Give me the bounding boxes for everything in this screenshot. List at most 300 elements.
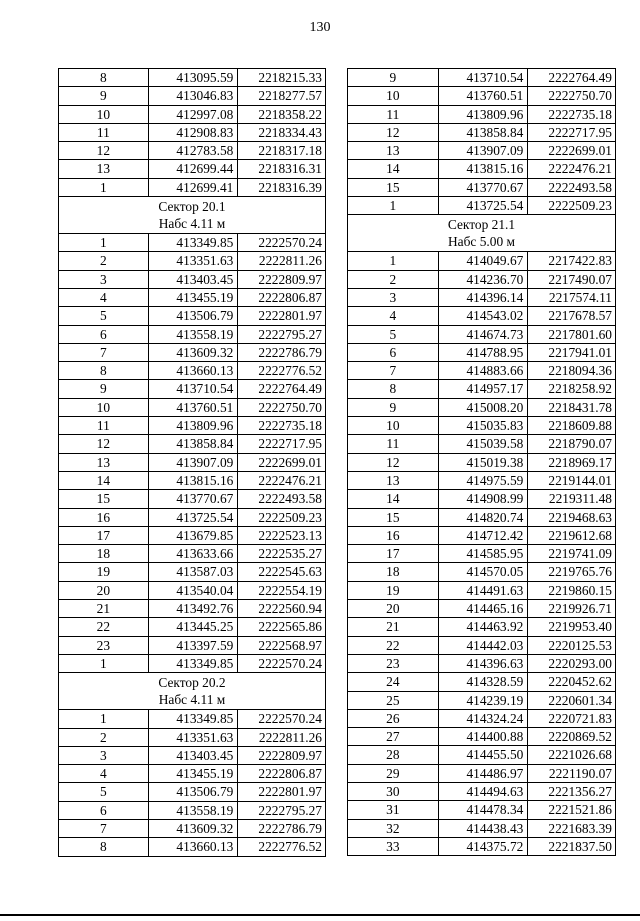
table-row	[348, 471, 616, 489]
point-number: 16	[348, 526, 439, 544]
x-coordinate: 413815.16	[438, 160, 528, 178]
y-coordinate: 2222476.21	[528, 160, 616, 178]
y-coordinate: 2218790.07	[528, 435, 616, 453]
table-row	[348, 142, 616, 160]
x-coordinate: 413679.85	[148, 526, 238, 544]
point-number: 4	[59, 288, 149, 306]
x-coordinate: 413770.67	[148, 490, 238, 508]
x-coordinate: 413710.54	[148, 380, 238, 398]
point-number: 2	[348, 270, 439, 288]
point-number: 4	[348, 307, 439, 325]
coordinates-table-right-body	[348, 69, 616, 856]
y-coordinate: 2222776.52	[238, 838, 326, 856]
y-coordinate: 2219926.71	[528, 600, 616, 618]
y-coordinate: 2222570.24	[238, 710, 326, 728]
table-row	[59, 234, 326, 252]
table-row	[348, 307, 616, 325]
table-row	[59, 581, 326, 599]
table-row	[348, 819, 616, 837]
point-number: 15	[348, 178, 439, 196]
point-number: 18	[59, 545, 149, 563]
y-coordinate: 2222717.95	[238, 435, 326, 453]
point-number: 24	[348, 673, 439, 691]
y-coordinate: 2220293.00	[528, 654, 616, 672]
x-coordinate: 413809.96	[438, 105, 528, 123]
table-row	[348, 636, 616, 654]
y-coordinate: 2222493.58	[528, 178, 616, 196]
y-coordinate: 2218258.92	[528, 380, 616, 398]
y-coordinate: 2222568.97	[238, 636, 326, 654]
table-row	[348, 178, 616, 196]
table-row	[59, 178, 326, 196]
table-row	[348, 69, 616, 87]
x-coordinate: 412997.08	[148, 105, 238, 123]
y-coordinate: 2222570.24	[238, 234, 326, 252]
point-number: 11	[348, 105, 439, 123]
x-coordinate: 414236.70	[438, 270, 528, 288]
y-coordinate: 2219144.01	[528, 471, 616, 489]
point-number: 26	[348, 709, 439, 727]
point-number: 5	[59, 307, 149, 325]
point-number: 11	[59, 417, 149, 435]
x-coordinate: 413760.51	[438, 87, 528, 105]
sector-elevation: Набс 4.11 м	[158, 692, 226, 708]
x-coordinate: 413403.45	[148, 746, 238, 764]
y-coordinate: 2222786.79	[238, 819, 326, 837]
y-coordinate: 2222509.23	[528, 197, 616, 215]
point-number: 8	[59, 362, 149, 380]
y-coordinate: 2222493.58	[238, 490, 326, 508]
x-coordinate: 414396.63	[438, 654, 528, 672]
x-coordinate: 413046.83	[148, 87, 238, 105]
point-number: 8	[59, 69, 149, 87]
y-coordinate: 2218334.43	[238, 123, 326, 141]
x-coordinate: 414324.24	[438, 709, 528, 727]
table-row	[59, 343, 326, 361]
table-row	[348, 801, 616, 819]
point-number: 6	[59, 325, 149, 343]
x-coordinate: 413351.63	[148, 252, 238, 270]
point-number: 10	[348, 417, 439, 435]
point-number: 19	[59, 563, 149, 581]
x-coordinate: 414570.05	[438, 563, 528, 581]
y-coordinate: 2218316.39	[238, 178, 326, 196]
y-coordinate: 2222735.18	[528, 105, 616, 123]
x-coordinate: 413858.84	[438, 123, 528, 141]
x-coordinate: 414957.17	[438, 380, 528, 398]
table-row	[59, 471, 326, 489]
point-number: 12	[348, 123, 439, 141]
point-number: 7	[59, 343, 149, 361]
x-coordinate: 415039.58	[438, 435, 528, 453]
table-row	[348, 709, 616, 727]
y-coordinate: 2222809.97	[238, 270, 326, 288]
x-coordinate: 413445.25	[148, 618, 238, 636]
table-row	[348, 197, 616, 215]
point-number: 5	[59, 783, 149, 801]
point-number: 12	[348, 453, 439, 471]
table-row	[348, 691, 616, 709]
sector-elevation: Набс 4.11 м	[158, 216, 226, 232]
table-row	[59, 307, 326, 325]
y-coordinate: 2218431.78	[528, 398, 616, 416]
table-row	[59, 87, 326, 105]
bottom-scan-border	[0, 914, 640, 916]
coordinates-table-left	[58, 68, 326, 857]
x-coordinate: 413609.32	[148, 819, 238, 837]
y-coordinate: 2222699.01	[238, 453, 326, 471]
point-number: 32	[348, 819, 439, 837]
point-number: 28	[348, 746, 439, 764]
x-coordinate: 413349.85	[148, 654, 238, 672]
x-coordinate: 413633.66	[148, 545, 238, 563]
table-row	[348, 490, 616, 508]
table-row	[59, 380, 326, 398]
point-number: 20	[348, 600, 439, 618]
table-row	[348, 252, 616, 270]
table-row	[59, 490, 326, 508]
table-row	[348, 288, 616, 306]
table-row	[59, 398, 326, 416]
sector-header-row	[59, 197, 326, 234]
sector-header	[348, 215, 616, 252]
x-coordinate: 413349.85	[148, 234, 238, 252]
point-number: 3	[59, 746, 149, 764]
x-coordinate: 414486.97	[438, 764, 528, 782]
point-number: 15	[348, 508, 439, 526]
table-row	[59, 453, 326, 471]
x-coordinate: 413397.59	[148, 636, 238, 654]
point-number: 33	[348, 837, 439, 855]
x-coordinate: 413506.79	[148, 783, 238, 801]
table-row	[348, 362, 616, 380]
x-coordinate: 414788.95	[438, 343, 528, 361]
point-number: 5	[348, 325, 439, 343]
y-coordinate: 2222750.70	[238, 398, 326, 416]
coordinates-table-right	[347, 68, 616, 856]
point-number: 23	[59, 636, 149, 654]
y-coordinate: 2222545.63	[238, 563, 326, 581]
y-coordinate: 2219311.48	[528, 490, 616, 508]
point-number: 1	[348, 197, 439, 215]
point-number: 21	[59, 600, 149, 618]
table-row	[348, 160, 616, 178]
y-coordinate: 2217574.11	[528, 288, 616, 306]
x-coordinate: 413455.19	[148, 288, 238, 306]
point-number: 12	[59, 142, 149, 160]
point-number: 11	[59, 123, 149, 141]
table-row	[348, 764, 616, 782]
table-row	[59, 123, 326, 141]
x-coordinate: 414712.42	[438, 526, 528, 544]
y-coordinate: 2218277.57	[238, 87, 326, 105]
y-coordinate: 2222570.24	[238, 654, 326, 672]
x-coordinate: 413660.13	[148, 838, 238, 856]
point-number: 13	[348, 142, 439, 160]
x-coordinate: 413455.19	[148, 765, 238, 783]
x-coordinate: 414400.88	[438, 728, 528, 746]
point-number: 10	[59, 398, 149, 416]
table-row	[348, 435, 616, 453]
y-coordinate: 2220452.62	[528, 673, 616, 691]
table-row	[59, 288, 326, 306]
y-coordinate: 2219612.68	[528, 526, 616, 544]
y-coordinate: 2222717.95	[528, 123, 616, 141]
point-number: 13	[59, 160, 149, 178]
y-coordinate: 2221683.39	[528, 819, 616, 837]
point-number: 14	[348, 490, 439, 508]
point-number: 12	[59, 435, 149, 453]
x-coordinate: 413760.51	[148, 398, 238, 416]
y-coordinate: 2221837.50	[528, 837, 616, 855]
y-coordinate: 2222764.49	[238, 380, 326, 398]
point-number: 14	[59, 471, 149, 489]
table-row	[59, 654, 326, 672]
table-row	[348, 325, 616, 343]
y-coordinate: 2222795.27	[238, 325, 326, 343]
table-row	[59, 636, 326, 654]
y-coordinate: 2222811.26	[238, 252, 326, 270]
y-coordinate: 2221521.86	[528, 801, 616, 819]
point-number: 7	[348, 362, 439, 380]
y-coordinate: 2219953.40	[528, 618, 616, 636]
x-coordinate: 413858.84	[148, 435, 238, 453]
table-row	[59, 838, 326, 856]
x-coordinate: 414674.73	[438, 325, 528, 343]
point-number: 25	[348, 691, 439, 709]
point-number: 23	[348, 654, 439, 672]
point-number: 27	[348, 728, 439, 746]
y-coordinate: 2222806.87	[238, 288, 326, 306]
y-coordinate: 2222809.97	[238, 746, 326, 764]
y-coordinate: 2222750.70	[528, 87, 616, 105]
point-number: 1	[348, 252, 439, 270]
y-coordinate: 2222801.97	[238, 783, 326, 801]
table-row	[59, 819, 326, 837]
table-row	[348, 123, 616, 141]
point-number: 9	[348, 69, 439, 87]
table-row	[348, 453, 616, 471]
x-coordinate: 413558.19	[148, 325, 238, 343]
x-coordinate: 414442.03	[438, 636, 528, 654]
x-coordinate: 414494.63	[438, 782, 528, 800]
point-number: 22	[348, 636, 439, 654]
y-coordinate: 2217678.57	[528, 307, 616, 325]
point-number: 29	[348, 764, 439, 782]
x-coordinate: 413558.19	[148, 801, 238, 819]
point-number: 7	[59, 819, 149, 837]
y-coordinate: 2218317.18	[238, 142, 326, 160]
x-coordinate: 413809.96	[148, 417, 238, 435]
x-coordinate: 413492.76	[148, 600, 238, 618]
y-coordinate: 2219741.09	[528, 545, 616, 563]
y-coordinate: 2222554.19	[238, 581, 326, 599]
y-coordinate: 2222699.01	[528, 142, 616, 160]
y-coordinate: 2222786.79	[238, 343, 326, 361]
table-row	[59, 801, 326, 819]
x-coordinate: 413907.09	[438, 142, 528, 160]
y-coordinate: 2217490.07	[528, 270, 616, 288]
point-number: 9	[348, 398, 439, 416]
table-row	[348, 654, 616, 672]
x-coordinate: 414375.72	[438, 837, 528, 855]
table-row	[348, 746, 616, 764]
point-number: 20	[59, 581, 149, 599]
table-row	[59, 417, 326, 435]
y-coordinate: 2217422.83	[528, 252, 616, 270]
table-row	[348, 600, 616, 618]
x-coordinate: 413725.54	[438, 197, 528, 215]
x-coordinate: 414239.19	[438, 691, 528, 709]
x-coordinate: 413770.67	[438, 178, 528, 196]
y-coordinate: 2221190.07	[528, 764, 616, 782]
table-row	[348, 581, 616, 599]
x-coordinate: 414463.92	[438, 618, 528, 636]
y-coordinate: 2219860.15	[528, 581, 616, 599]
table-row	[59, 765, 326, 783]
x-coordinate: 413349.85	[148, 710, 238, 728]
table-row	[59, 508, 326, 526]
x-coordinate: 412908.83	[148, 123, 238, 141]
point-number: 13	[348, 471, 439, 489]
x-coordinate: 413403.45	[148, 270, 238, 288]
x-coordinate: 413609.32	[148, 343, 238, 361]
sector-header	[59, 673, 326, 710]
y-coordinate: 2220721.83	[528, 709, 616, 727]
x-coordinate: 414908.99	[438, 490, 528, 508]
table-row	[348, 87, 616, 105]
table-row	[348, 380, 616, 398]
x-coordinate: 414396.14	[438, 288, 528, 306]
y-coordinate: 2222776.52	[238, 362, 326, 380]
y-coordinate: 2222811.26	[238, 728, 326, 746]
y-coordinate: 2218609.88	[528, 417, 616, 435]
y-coordinate: 2217801.60	[528, 325, 616, 343]
sector-title: Сектор 20.1	[158, 199, 226, 215]
sector-header-row	[59, 673, 326, 710]
x-coordinate: 414478.34	[438, 801, 528, 819]
x-coordinate: 413660.13	[148, 362, 238, 380]
table-row	[348, 563, 616, 581]
y-coordinate: 2218215.33	[238, 69, 326, 87]
y-coordinate: 2222735.18	[238, 417, 326, 435]
table-row	[59, 160, 326, 178]
y-coordinate: 2218316.31	[238, 160, 326, 178]
y-coordinate: 2222509.23	[238, 508, 326, 526]
table-row	[348, 837, 616, 855]
point-number: 15	[59, 490, 149, 508]
coordinates-table-left-body	[59, 69, 326, 857]
point-number: 30	[348, 782, 439, 800]
x-coordinate: 413710.54	[438, 69, 528, 87]
x-coordinate: 412783.58	[148, 142, 238, 160]
table-row	[348, 417, 616, 435]
x-coordinate: 413095.59	[148, 69, 238, 87]
point-number: 4	[59, 765, 149, 783]
point-number: 6	[348, 343, 439, 361]
y-coordinate: 2222764.49	[528, 69, 616, 87]
y-coordinate: 2218969.17	[528, 453, 616, 471]
point-number: 31	[348, 801, 439, 819]
table-row	[348, 526, 616, 544]
point-number: 1	[59, 234, 149, 252]
x-coordinate: 413351.63	[148, 728, 238, 746]
y-coordinate: 2218358.22	[238, 105, 326, 123]
table-row	[59, 728, 326, 746]
table-row	[59, 710, 326, 728]
point-number: 10	[59, 105, 149, 123]
point-number: 11	[348, 435, 439, 453]
point-number: 2	[59, 728, 149, 746]
point-number: 16	[59, 508, 149, 526]
x-coordinate: 412699.41	[148, 178, 238, 196]
table-row	[59, 526, 326, 544]
table-row	[59, 362, 326, 380]
y-coordinate: 2222801.97	[238, 307, 326, 325]
point-number: 13	[59, 453, 149, 471]
point-number: 3	[59, 270, 149, 288]
x-coordinate: 414820.74	[438, 508, 528, 526]
table-row	[348, 618, 616, 636]
table-row	[348, 782, 616, 800]
page-number: 130	[309, 20, 331, 35]
point-number: 8	[348, 380, 439, 398]
y-coordinate: 2220601.34	[528, 691, 616, 709]
point-number: 9	[59, 87, 149, 105]
y-coordinate: 2222560.94	[238, 600, 326, 618]
point-number: 3	[348, 288, 439, 306]
sector-header-row	[348, 215, 616, 252]
x-coordinate: 414491.63	[438, 581, 528, 599]
point-number: 14	[348, 160, 439, 178]
table-row	[59, 325, 326, 343]
y-coordinate: 2222535.27	[238, 545, 326, 563]
table-row	[59, 142, 326, 160]
point-number: 1	[59, 178, 149, 196]
point-number: 19	[348, 581, 439, 599]
y-coordinate: 2222806.87	[238, 765, 326, 783]
table-row	[348, 105, 616, 123]
y-coordinate: 2220125.53	[528, 636, 616, 654]
x-coordinate: 413506.79	[148, 307, 238, 325]
x-coordinate: 414543.02	[438, 307, 528, 325]
x-coordinate: 413725.54	[148, 508, 238, 526]
point-number: 17	[348, 545, 439, 563]
y-coordinate: 2221356.27	[528, 782, 616, 800]
y-coordinate: 2218094.36	[528, 362, 616, 380]
table-row	[59, 600, 326, 618]
x-coordinate: 415019.38	[438, 453, 528, 471]
point-number: 22	[59, 618, 149, 636]
x-coordinate: 412699.44	[148, 160, 238, 178]
x-coordinate: 414438.43	[438, 819, 528, 837]
y-coordinate: 2219468.63	[528, 508, 616, 526]
table-row	[59, 69, 326, 87]
point-number: 2	[59, 252, 149, 270]
x-coordinate: 414465.16	[438, 600, 528, 618]
table-row	[59, 783, 326, 801]
table-row	[348, 545, 616, 563]
y-coordinate: 2217941.01	[528, 343, 616, 361]
x-coordinate: 413540.04	[148, 581, 238, 599]
table-row	[348, 398, 616, 416]
x-coordinate: 413815.16	[148, 471, 238, 489]
point-number: 9	[59, 380, 149, 398]
x-coordinate: 414585.95	[438, 545, 528, 563]
point-number: 10	[348, 87, 439, 105]
x-coordinate: 414049.67	[438, 252, 528, 270]
table-row	[59, 435, 326, 453]
